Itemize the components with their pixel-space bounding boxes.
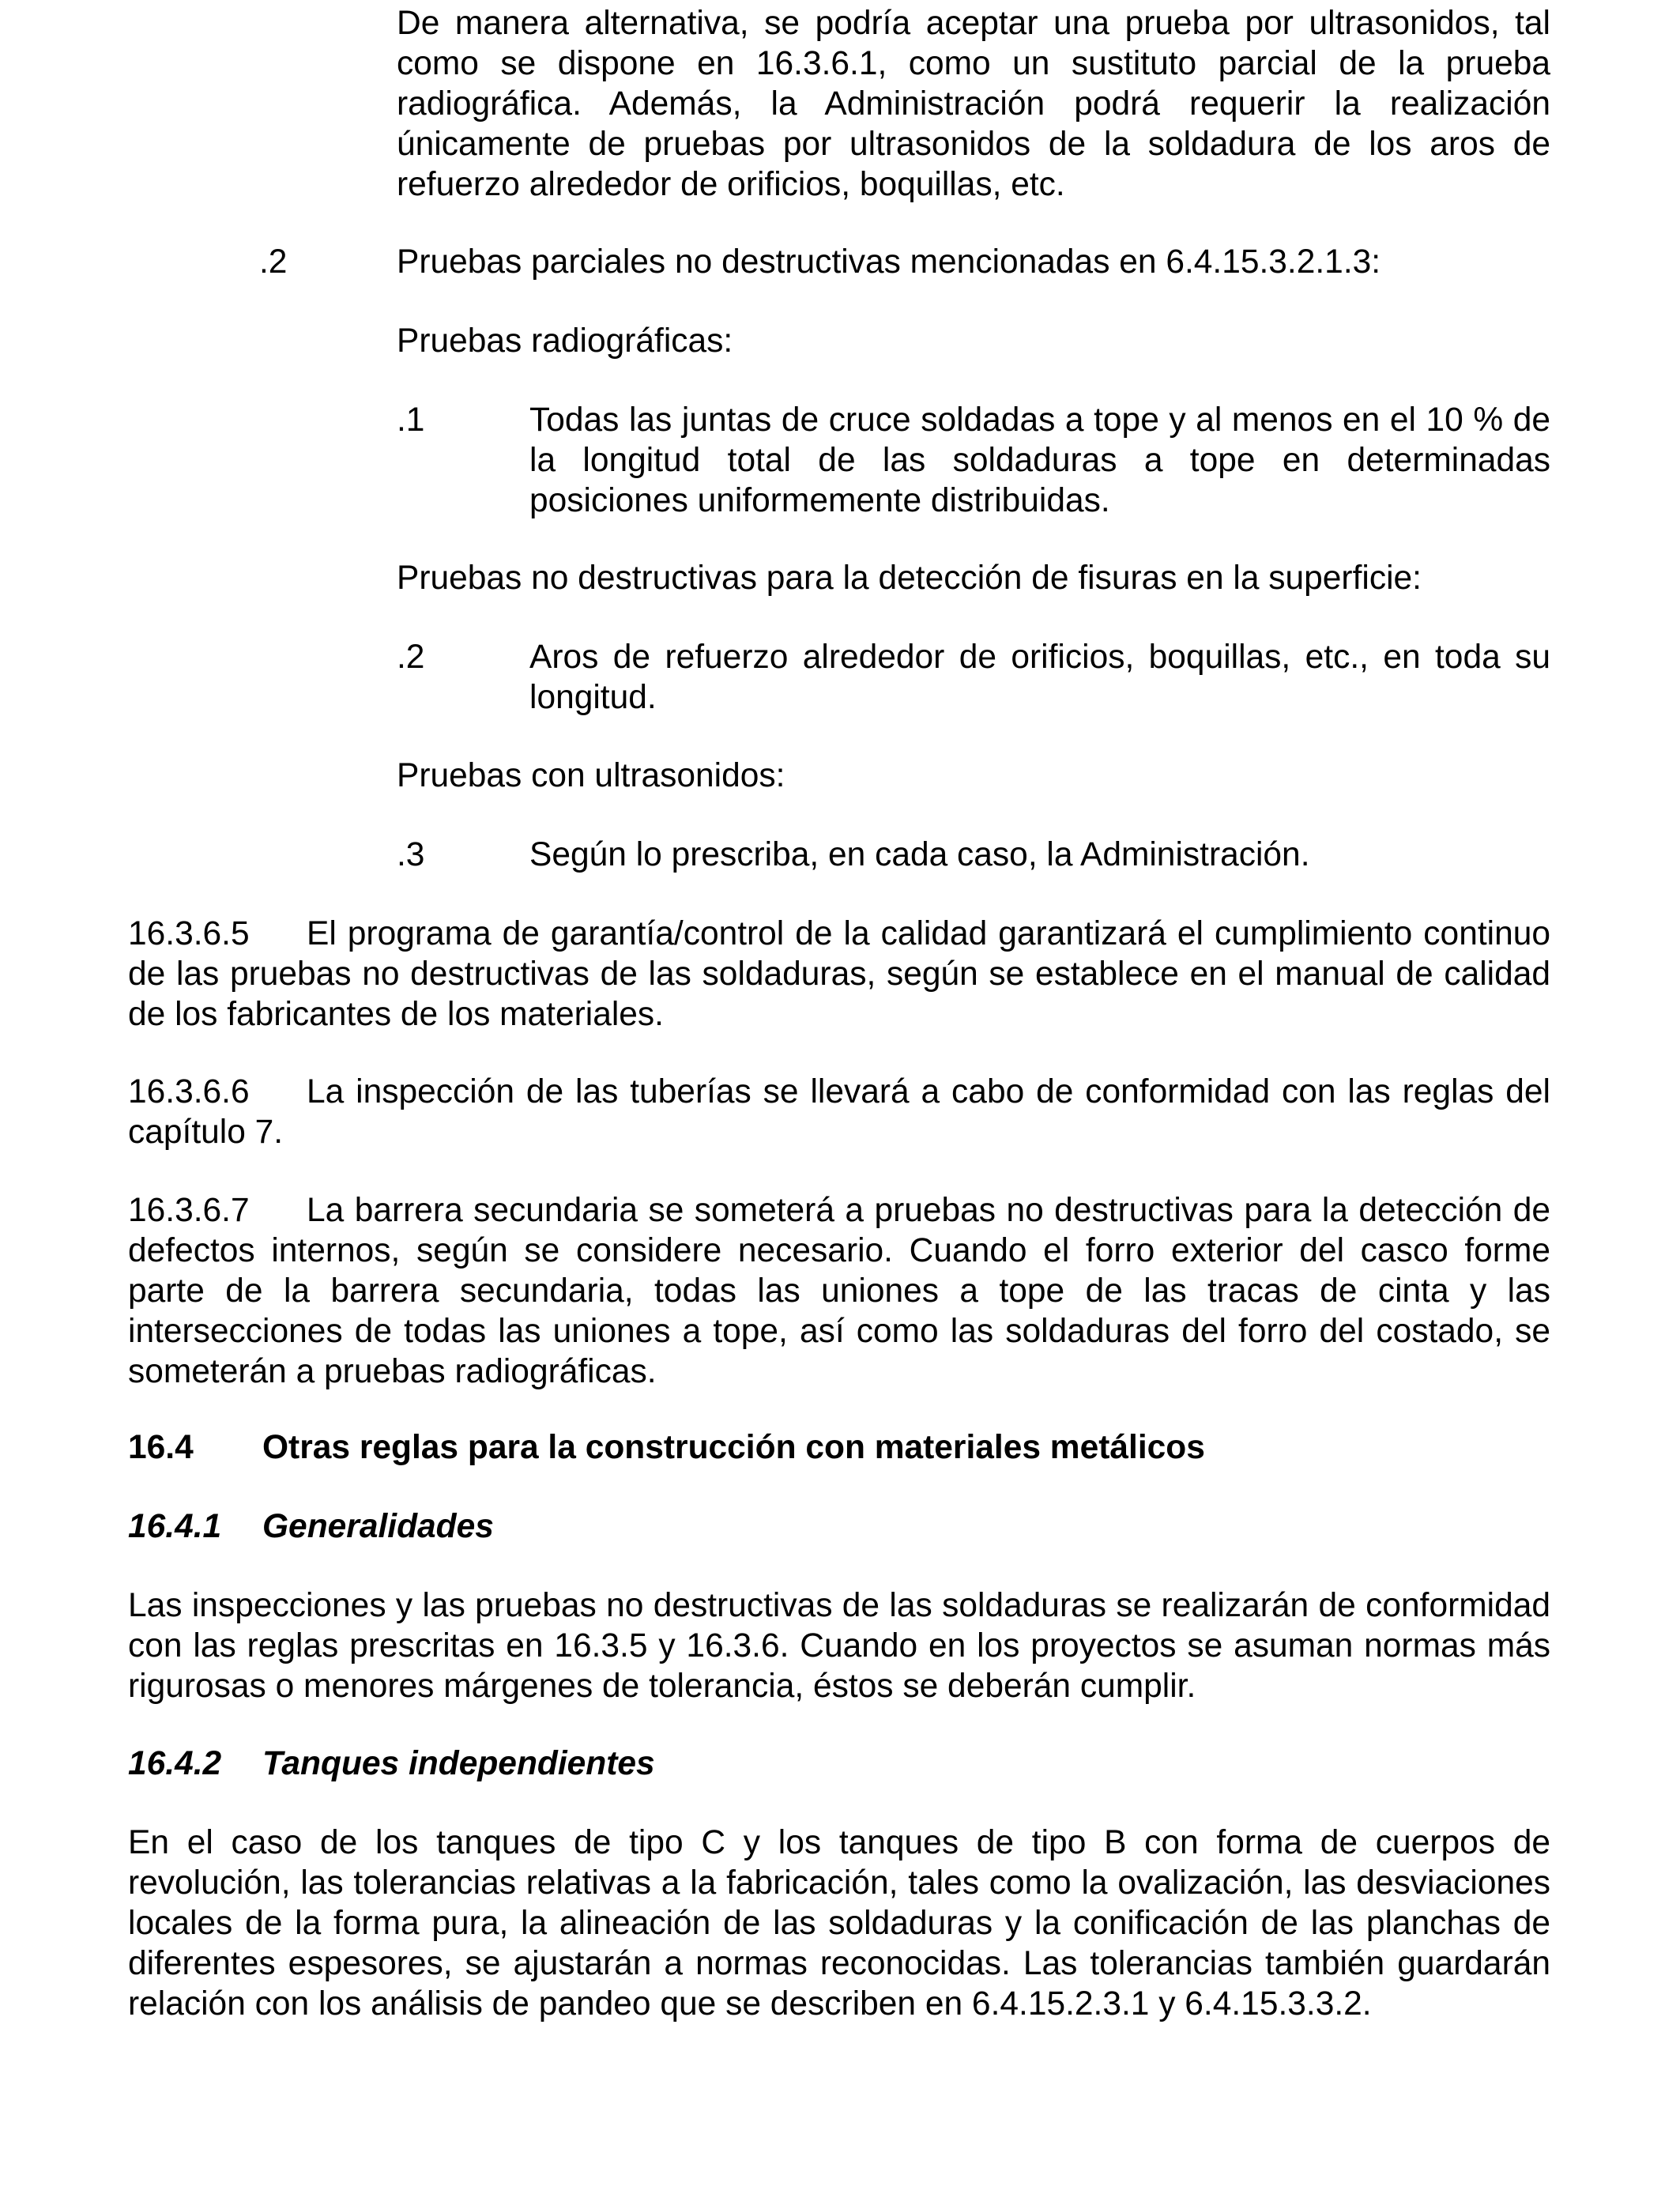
intro-paragraph: De manera alternativa, se podría aceptar una prueba por ultrasonidos, tal como se dispone en 16.3.6.1, como un sustituto parcial de la prueba radiográfica. Además, la Administración podrá requerir la realización únicamente de pruebas por ultrasonidos de la soldadura de los aros de refuerzo alrededor de orificios, boquillas, etc. (397, 5, 1550, 203)
subheading-ultrasonic: Pruebas con ultrasonidos: (397, 757, 785, 794)
section-16-4-title: Otras reglas para la construcción con materiales metálicos (262, 1429, 1205, 1466)
paragraph-16-3-6-7 (128, 1190, 1550, 1392)
sub-item-3-number: .3 (397, 836, 425, 873)
section-16-4-number: 16.4 (128, 1429, 194, 1466)
paragraph-16-4-2: En el caso de los tanques de tipo C y los tanques de tipo B con forma de cuerpos de revolución, las tolerancias relativas a la fabricación, tales como la ovalización, las desviaciones locales de la forma pura, la alineación de las soldaduras y la conificación de las planchas de diferentes espesores, se ajustarán a normas reconocidas. Las tolerancias también guardarán relación con los análisis de pandeo que se describen en 6.4.15.2.3.1 y 6.4.15.3.3.2. (128, 1824, 1550, 2022)
subheading-radiographic: Pruebas radiográficas: (397, 322, 733, 360)
paragraph-16-3-6-6 (128, 1072, 1550, 1152)
paragraph-16-4-1: Las inspecciones y las pruebas no destructivas de las soldaduras se realizarán de conformidad con las reglas prescritas en 16.3.5 y 16.3.6. Cuando en los proyectos se asuman normas más rigurosas o menores márgenes de tolerancia, éstos se deberán cumplir. (128, 1587, 1550, 1705)
section-16-4-1-title: Generalidades (262, 1508, 494, 1545)
sub-item-1-text: Todas las juntas de cruce soldadas a tope y al menos en el 10 % de la longitud total de las soldaduras a tope en determinadas posiciones uniformemente distribuidas. (529, 401, 1550, 519)
paragraph-number: 16.3.6.5 (128, 915, 250, 952)
item-2-number: .2 (259, 243, 288, 281)
sub-item-2-text: Aros de refuerzo alrededor de orificios, boquillas, etc., en toda su longitud. (529, 639, 1550, 716)
paragraph-text: La inspección de las tuberías se llevará a cabo de conformidad con las reglas del capítulo 7. (128, 1073, 1550, 1151)
paragraph-text: El programa de garantía/control de la calidad garantizará el cumplimiento continuo de las pruebas no destructivas de las soldaduras, según se establece en el manual de calidad de los fabricantes de los materiales. (128, 915, 1550, 1033)
section-16-4-2-title: Tanques independientes (262, 1745, 655, 1782)
paragraph-text: La barrera secundaria se someterá a pruebas no destructivas para la detección de defectos internos, según se considere necesario. Cuando el forro exterior del casco forme parte de la barrera secundaria, todas las uniones a tope de las tracas de cinta y las intersecciones de todas las uniones a tope, así como las soldaduras del forro del costado, se someterán a pruebas radiográficas. (128, 1192, 1550, 1390)
paragraph-number: 16.3.6.7 (128, 1192, 250, 1229)
section-16-4-1-number: 16.4.1 (128, 1508, 222, 1545)
section-16-4-2-number: 16.4.2 (128, 1745, 222, 1782)
sub-item-3-text: Según lo prescriba, en cada caso, la Administración. (529, 836, 1310, 873)
paragraph-16-3-6-5 (128, 914, 1550, 1035)
sub-item-1-number: .1 (397, 401, 425, 439)
sub-item-2-number: .2 (397, 639, 425, 676)
item-2-text: Pruebas parciales no destructivas mencionadas en 6.4.15.3.2.1.3: (397, 243, 1381, 281)
subheading-surface: Pruebas no destructivas para la detección de fisuras en la superficie: (397, 560, 1422, 597)
paragraph-number: 16.3.6.6 (128, 1073, 250, 1110)
